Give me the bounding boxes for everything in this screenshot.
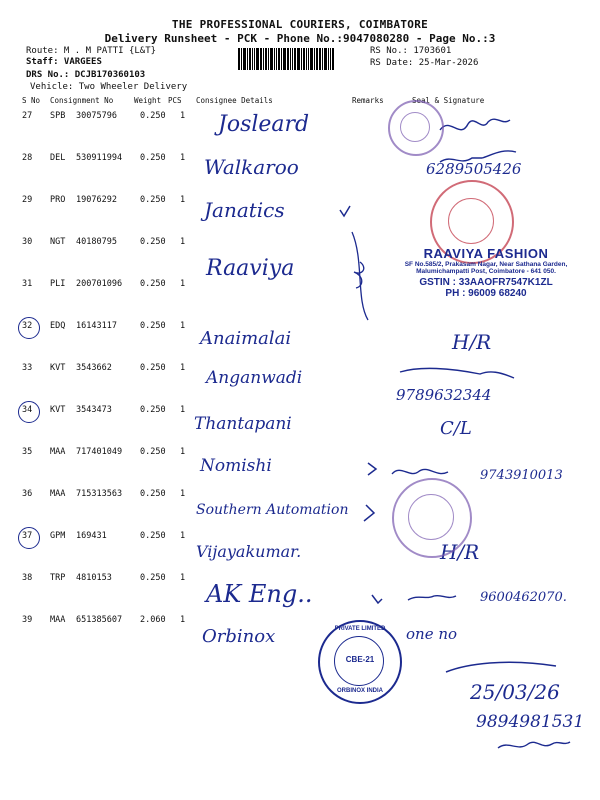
remark-one-no: one no [406,625,458,643]
table-row [0,615,600,627]
col-seal: Seal & Signature [412,96,485,105]
row-weight: 0.250 [140,111,166,121]
row-code: MAA [50,615,66,625]
row-weight: 0.250 [140,195,166,205]
row-weight: 0.250 [140,321,166,331]
row-pcs: 1 [180,195,186,205]
row-pcs: 1 [180,489,186,499]
vehicle-label: Vehicle: Two Wheeler Delivery [30,82,188,92]
stamp-orbinox: ORBINOX INDIA [336,688,383,694]
row-weight: 0.250 [140,363,166,373]
row-pcs: 1 [180,573,186,583]
row-pcs: 1 [180,237,186,247]
table-row [0,321,600,333]
consignee-name: Nomishi [200,456,272,476]
row-number: 169431 [76,531,107,541]
row-number: 19076292 [76,195,117,205]
row-weight: 2.060 [140,615,166,625]
row-pcs: 1 [180,321,186,331]
consignee-name: AK Eng.. [206,580,313,608]
row-number: 30075796 [76,111,117,121]
row-sno: 37 [22,531,33,541]
row-number: 3543662 [76,363,112,373]
consignee-name: Walkaroo [204,155,299,179]
row-pcs: 1 [180,615,186,625]
row-number: 16143117 [76,321,117,331]
phone-note: 9789632344 [396,386,492,404]
row-code: NGT [50,237,66,247]
row-sno: 38 [22,573,33,583]
row-pcs: 1 [180,531,186,541]
stamp-cbe: CBE-21 [345,655,375,664]
company-title: THE PROFESSIONAL COURIERS, COIMBATORE [171,18,429,31]
consignee-name: Josleard [218,112,310,137]
seal-stamp [388,100,444,156]
row-code: TRP [50,573,66,583]
row-number: 40180795 [76,237,117,247]
circle-mark-32 [18,317,40,339]
row-weight: 0.250 [140,279,166,289]
remark-hr: H/R [452,330,492,354]
col-sno: S No [22,96,41,105]
row-code: EDQ [50,321,66,331]
remark-cl: C/L [440,418,472,439]
rs-date: RS Date: 25-Mar-2026 [370,58,479,68]
col-pcs: PCS [168,96,182,105]
row-weight: 0.250 [140,405,166,415]
drs-number: DRS No.: DCJB170360103 [26,70,146,80]
row-weight: 0.250 [140,153,166,163]
consignee-name: Janatics [204,198,285,222]
remark-hr: H/R [440,540,480,564]
col-consignee: Consignee Details [196,96,273,105]
consignee-name: Thantapani [194,414,292,434]
col-consignment: Consignment No [50,96,114,105]
row-code: PRO [50,195,66,205]
stamp-private-ltd: PRIVATE LIMITED [334,626,386,632]
row-pcs: 1 [180,279,186,289]
row-number: 200701096 [76,279,123,289]
row-number: 715313563 [76,489,123,499]
row-sno: 30 [22,237,33,247]
row-number: 4810153 [76,573,112,583]
table-row [0,447,600,459]
col-weight: Weight [134,96,162,105]
phone-note: 9894981531 [476,712,585,732]
seal-stamp [392,478,472,558]
phone-note: 9600462070. [480,590,567,605]
row-sno: 32 [22,321,33,331]
consignee-name: Anganwadi [206,368,303,388]
rs-number: RS No.: 1703601 [370,46,452,56]
row-code: KVT [50,363,66,373]
table-row [0,405,600,417]
runsheet-title: Delivery Runsheet - PCK - Phone No.:9047080280 - Page No.:3 [104,32,496,45]
route-label: Route: M . M PATTI {L&T} [26,46,157,56]
row-number: 651385607 [76,615,123,625]
row-number: 530911994 [76,153,123,163]
row-pcs: 1 [180,111,186,121]
row-code: KVT [50,405,66,415]
raaviya-stamp [396,246,576,299]
row-code: DEL [50,153,66,163]
col-remarks: Remarks [352,96,384,105]
stamp-phone: PH : 96009 68240 [445,288,527,299]
row-sno: 35 [22,447,33,457]
row-sno: 39 [22,615,33,625]
date-note: 25/03/26 [470,680,560,704]
staff-label: Staff: VARGEES [26,57,102,67]
row-sno: 33 [22,363,33,373]
barcode [238,48,366,70]
row-sno: 36 [22,489,33,499]
row-code: MAA [50,489,66,499]
phone-note: 9743910013 [480,468,563,483]
row-weight: 0.250 [140,573,166,583]
row-weight: 0.250 [140,447,166,457]
row-sno: 29 [22,195,33,205]
row-sno: 31 [22,279,33,289]
row-pcs: 1 [180,363,186,373]
row-weight: 0.250 [140,531,166,541]
circle-mark-37 [18,527,40,549]
consignee-name: Vijayakumar. [196,542,302,561]
row-code: GPM [50,531,66,541]
consignee-name: Southern Automation [196,502,349,518]
stamp-company: RAAVIYA FASHION [423,246,549,261]
row-pcs: 1 [180,153,186,163]
consignee-name: Orbinox [202,626,276,647]
row-sno: 27 [22,111,33,121]
stamp-gstin: GSTIN : 33AAOFR7547K1ZL [419,277,553,288]
row-number: 3543473 [76,405,112,415]
row-pcs: 1 [180,447,186,457]
orbinox-stamp [318,620,402,704]
row-weight: 0.250 [140,489,166,499]
consignee-name: Anaimalai [200,328,292,349]
row-code: SPB [50,111,66,121]
row-sno: 28 [22,153,33,163]
row-code: PLI [50,279,66,289]
row-code: MAA [50,447,66,457]
phone-note: 6289505426 [426,160,522,178]
circle-mark-34 [18,401,40,423]
row-pcs: 1 [180,405,186,415]
consignee-name: Raaviya [206,256,295,281]
row-number: 717401049 [76,447,123,457]
table-row [0,489,600,501]
stamp-address-2: Malumichampatti Post, Coimbatore - 641 050. [416,268,556,275]
row-sno: 34 [22,405,33,415]
stamp-address-1: SF No.585/2, Prakasam Nagar, Near Sathana Garden, [404,261,568,268]
row-weight: 0.250 [140,237,166,247]
